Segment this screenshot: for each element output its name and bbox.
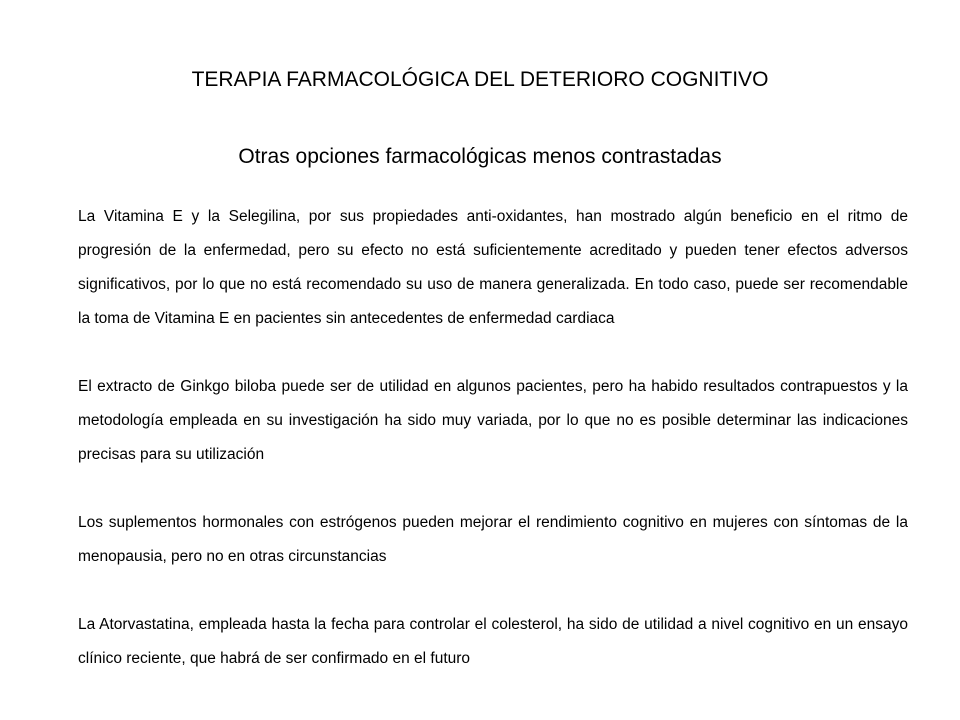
paragraph-ginkgo: El extracto de Ginkgo biloba puede ser de utilidad en algunos pacientes, pero ha habido resultados contrapuestos y la metodología empleada en su investigación ha sido muy variada, por lo que no es posible determinar las indicaciones precisas para su utilización xyxy=(78,378,908,463)
body-text xyxy=(78,200,908,710)
slide-subtitle: Otras opciones farmacológicas menos contrastadas xyxy=(238,145,722,168)
paragraph-atorvastatina: La Atorvastatina, empleada hasta la fecha para controlar el colesterol, ha sido de utilidad a nivel cognitivo en un ensayo clínico reciente, que habrá de ser confirmado en el futuro xyxy=(78,616,908,667)
paragraph-vitamina-e: La Vitamina E y la Selegilina, por sus propiedades anti-oxidantes, han mostrado algún beneficio en el ritmo de progresión de la enfermedad, pero su efecto no está suficientemente acreditado y pueden tener efectos adversos significativos, por lo que no está recomendado su uso de manera generalizada. En todo caso, puede ser recomendable la toma de Vitamina E en pacientes sin antecedentes de enfermedad cardiaca xyxy=(78,208,908,327)
slide-title: TERAPIA FARMACOLÓGICA DEL DETERIORO COGNITIVO xyxy=(191,68,769,91)
paragraph-estrogenos: Los suplementos hormonales con estrógenos pueden mejorar el rendimiento cognitivo en mujeres con síntomas de la menopausia, pero no en otras circunstancias xyxy=(78,514,908,565)
